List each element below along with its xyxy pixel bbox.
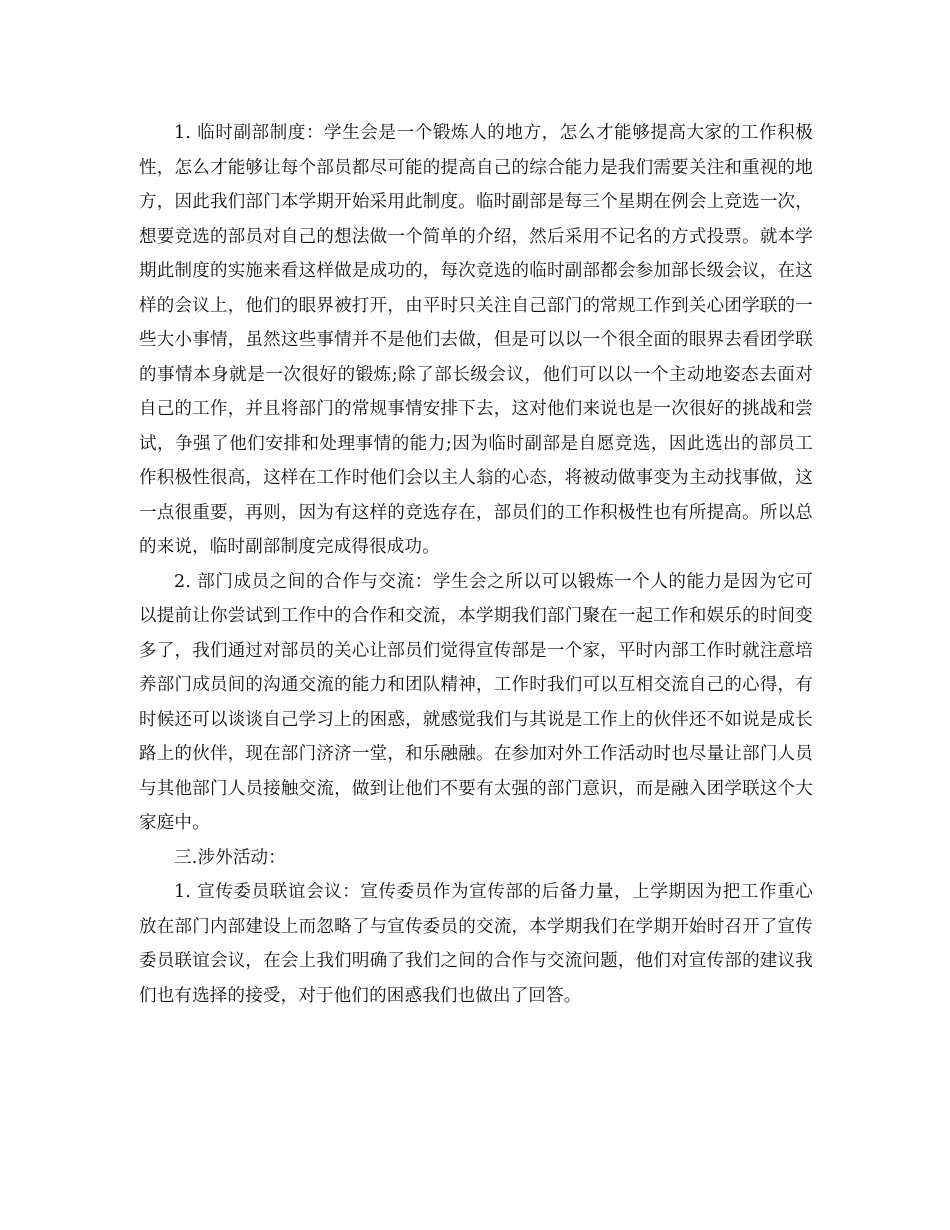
paragraph-member-cooperation: 2. 部门成员之间的合作与交流：学生会之所以可以锻炼一个人的能力是因为它可以提前让你尝试到工作中的合作和交流，本学期我们部门聚在一起工作和娱乐的时间变多了，我们通过对部员的关心让部员们觉得宣传部是一个家，平时内部工作时就注意培养部门成员间的沟通交流的能力和团队精神，工作时我们可以互相交流自己的心得，有时候还可以谈谈自己学习上的困惑，就感觉我们与其说是工作上的伙伴还不如说是成长路上的伙伴，现在部门济济一堂，和乐融融。在参加对外工作活动时也尽量让部门人员与其他部门人员接触交流，做到让他们不要有太强的部门意识，而是融入团学联这个大家庭中。 [139,571,813,833]
paragraph-temporary-deputy-system: 1. 临时副部制度：学生会是一个锻炼人的地方，怎么才能够提高大家的工作积极性，怎么才能够让每个部员都尽可能的提高自己的综合能力是我们需要关注和重视的地方，因此我们部门本学期开始采用此制度。临时副部是每三个星期在例会上竞选一次，想要竞选的部员对自己的想法做一个简单的介绍，然后采用不记名的方式投票。就本学期此制度的实施来看这样做是成功的，每次竞选的临时副部都会参加部长级会议，在这样的会议上，他们的眼界被打开，由平时只关注自己部门的常规工作到关心团学联的一些大小事情，虽然这些事情并不是他们去做，但是可以以一个很全面的眼界去看团学联的事情本身就是一次很好的锻炼;除了部长级会议，他们可以以一个主动地姿态去面对自己的工作，并且将部门的常规事情安排下去，这对他们来说也是一次很好的挑战和尝试，争强了他们安排和处理事情的能力;因为临时副部是自愿竞选，因此选出的部员工作积极性很高，这样在工作时他们会以主人翁的心态，将被动做事变为主动找事做，这一点很重要，再则，因为有这样的竞选存在，部员们的工作积极性也有所提高。所以总的来说，临时副部制度完成得很成功。 [139,123,813,557]
section-heading-external-activities: 三.涉外活动： [174,847,286,868]
document-body [139,116,813,1013]
paragraph-publicity-committee-meeting: 1. 宣传委员联谊会议：宣传委员作为宣传部的后备力量，上学期因为把工作重心放在部门内部建设上而忽略了与宣传委员的交流，本学期我们在学期开始时召开了宣传委员联谊会议，在会上我们明确了我们之间的合作与交流问题，他们对宣传部的建议我们也有选择的接受，对于他们的困惑我们也做出了回答。 [139,882,813,1006]
